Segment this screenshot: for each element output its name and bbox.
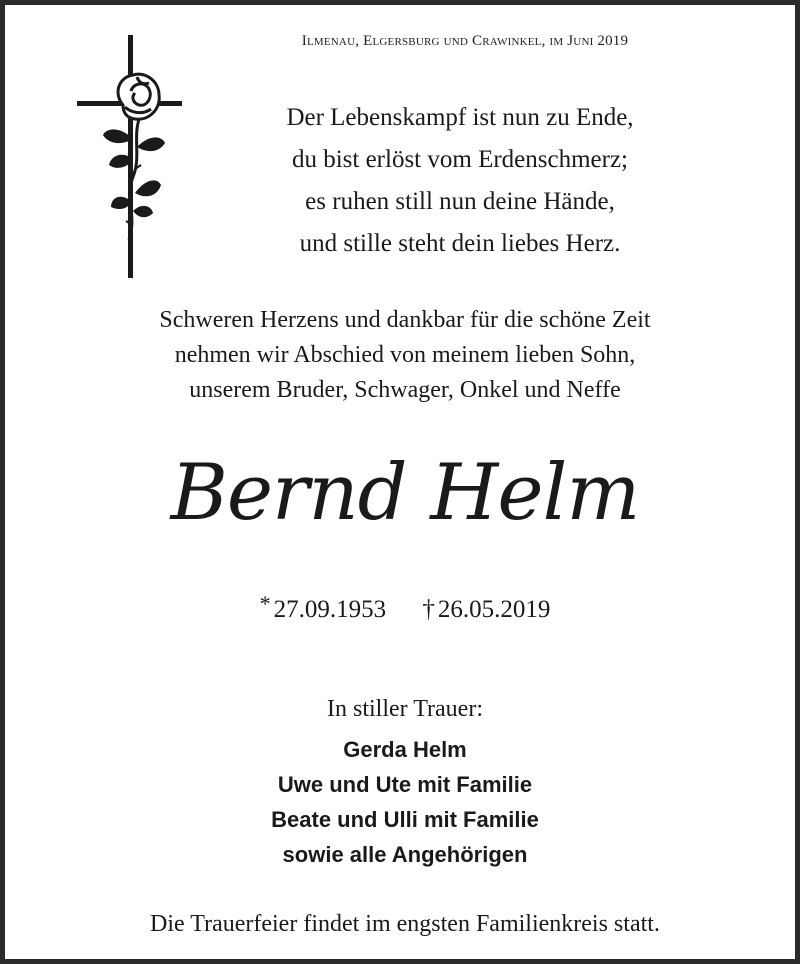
- farewell-text: [45, 303, 765, 408]
- poem-line: du bist erlöst vom Erdenschmerz;: [291, 146, 629, 173]
- life-dates: [5, 586, 800, 628]
- mourning-label: In stiller Trauer:: [327, 696, 483, 722]
- mourner-entry: Gerda Helm: [343, 737, 467, 762]
- death-date-group: [422, 592, 550, 628]
- birth-date: 27.09.1953: [273, 596, 387, 623]
- mourner-entry: Uwe und Ute mit Familie: [277, 772, 533, 797]
- poem-line: und stille steht dein liebes Herz.: [299, 230, 621, 257]
- farewell-line: Schweren Herzens und dankbar für die schöne Zeit: [159, 307, 651, 333]
- farewell-line: nehmen wir Abschied von meinem lieben Sohn,: [174, 342, 636, 368]
- funeral-note: Die Trauerfeier findet im engsten Familienkreis statt.: [150, 911, 660, 937]
- cross-with-rose-icon: [77, 35, 185, 280]
- mourners-list: [5, 732, 800, 872]
- poem-line: es ruhen still nun deine Hände,: [305, 188, 615, 215]
- mourner-entry: sowie alle Angehörigen: [282, 842, 528, 867]
- deceased-name: Bernd Helm: [170, 448, 640, 538]
- farewell-line: unserem Bruder, Schwager, Onkel und Neffe: [189, 377, 621, 403]
- birth-date-group: [260, 586, 387, 628]
- death-date: 26.05.2019: [437, 596, 551, 623]
- mourner-entry: Beate und Ulli mit Familie: [271, 807, 539, 832]
- birth-symbol: *: [259, 591, 271, 616]
- poem-line: Der Lebenskampf ist nun zu Ende,: [286, 104, 634, 131]
- poem: [205, 97, 715, 265]
- location-date-line: Ilmenau, Elgersburg und Crawinkel, im Juni 2019: [301, 33, 629, 49]
- death-symbol: †: [422, 596, 435, 623]
